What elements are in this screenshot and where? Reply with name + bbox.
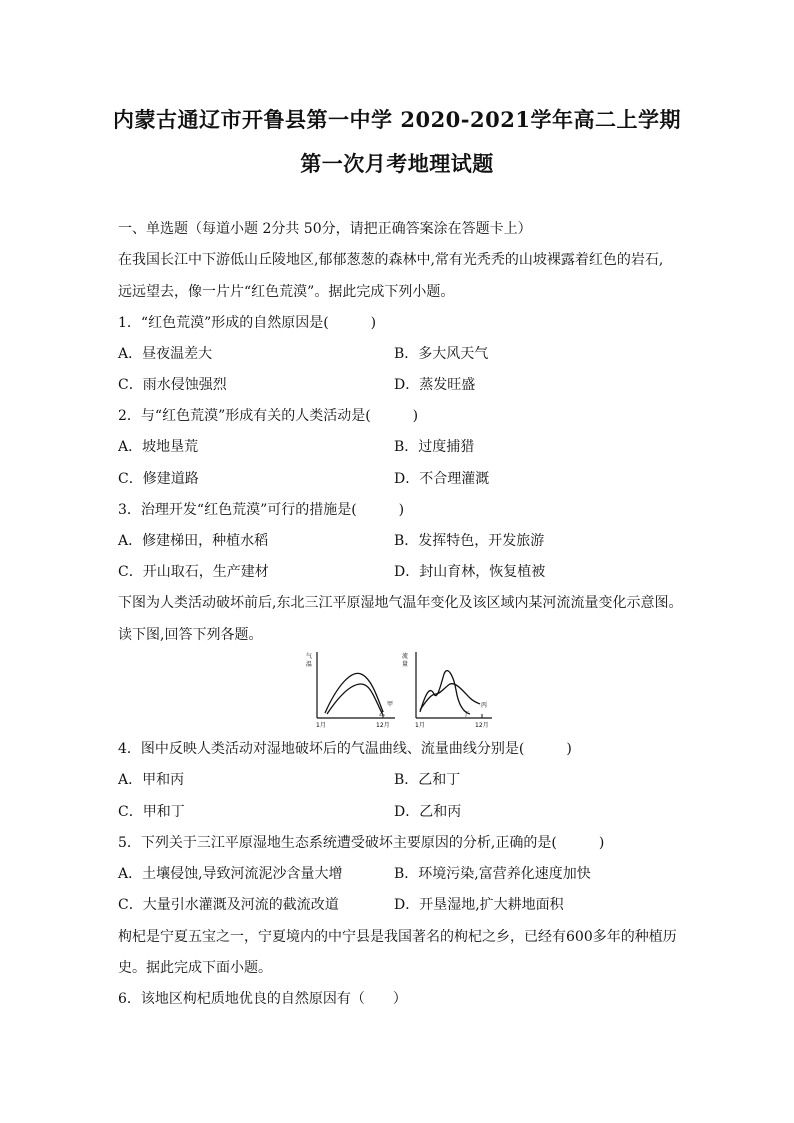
q2-option-b: B．过度捕猎 [394,439,475,455]
q1-option-c: C．雨水侵蚀强烈 [118,377,227,393]
flow-x-end-label: 12月 [475,722,489,729]
q2-option-d: D．不合理灌溉 [394,471,490,487]
temp-x-end-label: 12月 [376,722,390,729]
temp-curve-yi [327,684,383,715]
flow-label-bing: 丙 [481,702,488,709]
temp-y-label-2: 温 [306,661,313,668]
flow-y-label-2: 量 [402,661,409,668]
passage-3-line-1: 枸杞是宁夏五宝之一，宁夏境内的中宁县是我国著名的枸杞之乡，已经有600多年的种植历 [118,929,677,945]
q3-option-d: D．封山育林，恢复植被 [394,564,546,580]
q4-option-d: D．乙和丙 [394,804,462,820]
passage-2-line-1: 下图为人类活动破坏前后,东北三江平原湿地气温年变化及该区域内某河流流量变化示意图。 [118,595,683,611]
title-line-1: 内蒙古通辽市开鲁县第一中学 2020-2021学年高二上学期 [113,107,681,132]
flow-x-start-label: 1月 [415,722,425,729]
title-line-2: 第一次月考地理试题 [300,151,494,176]
passage-1-line-2: 远远望去，像一片片“红色荒漠”。据此完成下列小题。 [118,284,455,300]
discharge-figure [400,648,496,734]
q4-stem: 4．图中反映人类活动对湿地破坏后的气温曲线、流量曲线分别是( ) [118,741,572,757]
temp-label-jia: 甲 [387,701,394,708]
q1-stem: 1．“红色荒漠”形成的自然原因是( ) [118,315,377,331]
q5-option-c: C．大量引水灌溉及河流的截流改道 [118,897,339,913]
q4-option-a: A．甲和丙 [118,772,185,788]
q5-stem: 5．下列关于三江平原湿地生态系统遭受破坏主要原因的分析,正确的是( ) [118,835,605,851]
temp-label-yi: 乙 [379,711,386,718]
temperature-figure [303,648,398,734]
q2-stem: 2．与“红色荒漠”形成有关的人类活动是( ) [118,408,419,424]
passage-1-line-1: 在我国长江中下游低山丘陵地区,郁郁葱葱的森林中,常有光秃秃的山坡裸露着红色的岩石, [118,252,664,268]
q3-stem: 3．治理开发“红色荒漠”可行的措施是( ) [118,502,405,518]
q6-stem: 6．该地区枸杞质地优良的自然原因有（ ） [118,991,407,1007]
q1-option-b: B．多大风天气 [394,346,489,362]
q5-option-a: A．土壤侵蚀,导致河流泥沙含量大增 [118,866,343,882]
q3-option-b: B．发挥特色，开发旅游 [394,533,545,549]
passage-3-line-2: 史。据此完成下面小题。 [118,960,272,976]
q3-option-c: C．开山取石，生产建材 [118,564,269,580]
flow-label-ding: 丁 [463,711,470,718]
q5-option-d: D．开垦湿地,扩大耕地面积 [394,897,564,913]
section-header: 一、单选题（每道小题 2分共 50分，请把正确答案涂在答题卡上） [118,221,532,237]
q5-option-b: B．环境污染,富营养化速度加快 [394,866,591,882]
q2-option-a: A．坡地垦荒 [118,439,199,455]
flow-curve-ding [420,671,470,714]
temp-x-start-label: 1月 [316,722,326,729]
q4-option-b: B．乙和丁 [394,772,461,788]
flow-y-label-1: 流 [402,653,409,660]
q3-option-a: A．修建梯田，种植水稻 [118,533,269,549]
passage-2-line-2: 读下图,回答下列各题。 [118,627,263,643]
q2-option-c: C．修建道路 [118,471,199,487]
flow-curve-bing [420,684,480,710]
temp-y-label-1: 气 [306,653,313,660]
temp-curve-jia [325,673,383,713]
q1-option-a: A．昼夜温差大 [118,346,213,362]
q4-option-c: C．甲和丁 [118,804,185,820]
q1-option-d: D．蒸发旺盛 [394,377,476,393]
